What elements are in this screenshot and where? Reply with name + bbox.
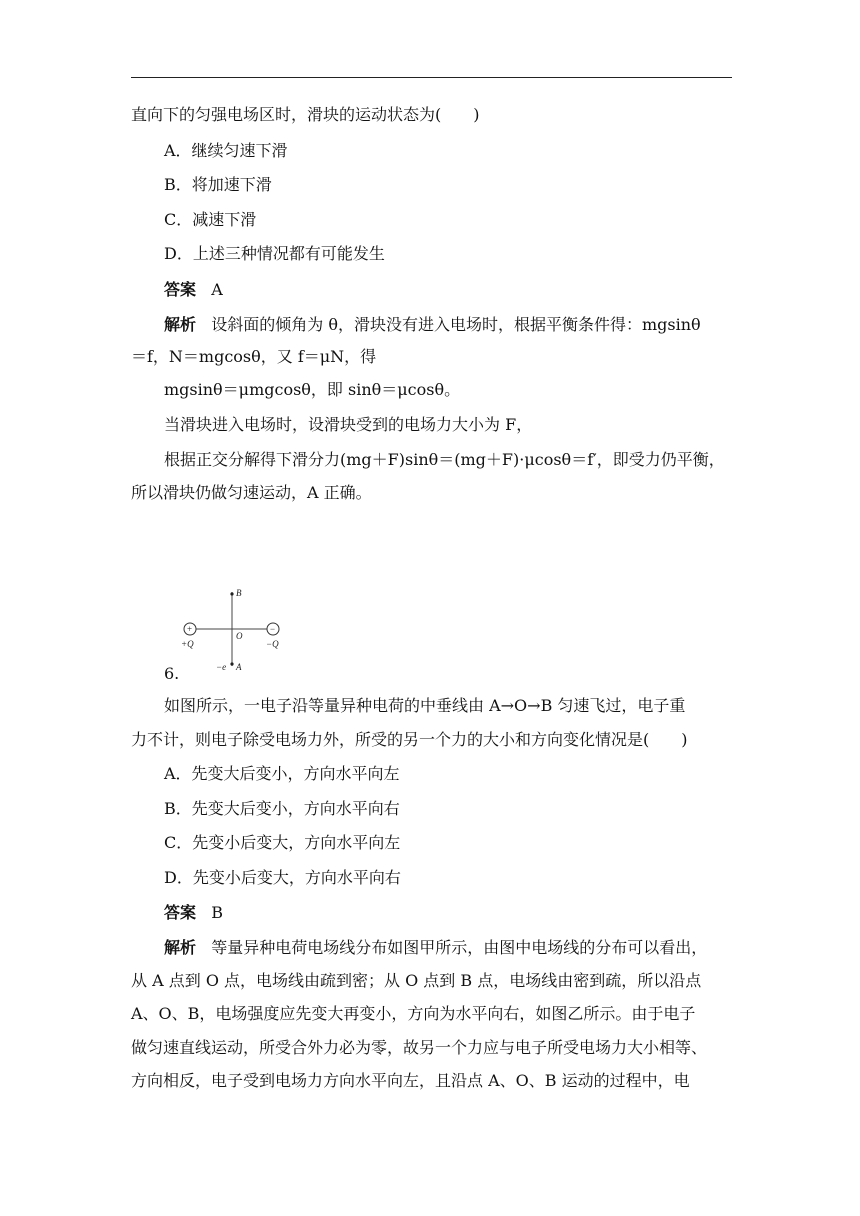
q6-option-c: C．先变小后变大，方向水平向左	[164, 833, 401, 852]
q6-number: 6.	[164, 664, 180, 683]
answer-label: 答案	[164, 280, 197, 299]
q5-option-d: D．上述三种情况都有可能发生	[164, 244, 385, 263]
label-a: A	[236, 662, 242, 672]
q5-analysis-line: ＝f，N＝mgcosθ，又 f＝μN，得	[131, 347, 377, 366]
analysis-text: 等量异种电荷电场线分布如图甲所示，由图中电场线的分布可以看出，	[211, 938, 708, 957]
point-a-dot	[230, 662, 233, 665]
label-minus-q: −Q	[266, 639, 279, 649]
q6-analysis-line: 从 A 点到 O 点，电场线由疏到密；从 O 点到 B 点，电场线由密到疏，所以沿点	[131, 971, 702, 990]
plus-sign: +	[187, 624, 193, 634]
q6-stem: 力不计，则电子除受电场力外，所受的另一个力的大小和方向变化情况是( )	[131, 730, 688, 749]
q5-option-b: B．将加速下滑	[164, 175, 272, 194]
q5-analysis-line: 所以滑块仍做匀速运动，A 正确。	[131, 483, 372, 502]
charge-diagram	[178, 584, 290, 674]
minus-sign: −	[270, 624, 276, 634]
label-electron: −e	[216, 662, 227, 672]
q5-analysis-line: mgsinθ＝μmgcosθ，即 sinθ＝μcosθ。	[164, 380, 461, 399]
q6-option-b: B．先变大后变小，方向水平向右	[164, 799, 400, 818]
q5-analysis-line	[164, 315, 701, 335]
label-plus-q: +Q	[181, 639, 194, 649]
analysis-label: 解析	[164, 938, 197, 957]
q6-analysis-line: 做匀速直线运动，所受合外力必为零，故另一个力应与电子所受电场力大小相等、	[131, 1038, 708, 1057]
analysis-label: 解析	[164, 315, 197, 334]
header-rule	[131, 77, 732, 78]
q5-stem: 直向下的匀强电场区时，滑块的运动状态为( )	[131, 105, 480, 124]
q6-option-a: A．先变大后变小，方向水平向左	[164, 764, 400, 783]
label-o: O	[236, 631, 243, 641]
q5-analysis-line: 根据正交分解得下滑分力(mg＋F)sinθ＝(mg＋F)·μcosθ＝f′，即受力仍平衡，	[164, 450, 725, 469]
point-b-dot	[230, 592, 233, 595]
answer-value: B	[211, 903, 224, 922]
q5-option-c: C．减速下滑	[164, 210, 257, 229]
q5-option-a: A．继续匀速下滑	[164, 141, 288, 160]
label-b: B	[236, 588, 242, 598]
q6-stem: 如图所示，一电子沿等量异种电荷的中垂线由 A→O→B 匀速飞过，电子重	[164, 696, 686, 715]
q6-option-d: D．先变小后变大，方向水平向右	[164, 868, 401, 887]
q5-answer	[164, 280, 223, 300]
answer-value: A	[211, 280, 223, 299]
q6-answer	[164, 903, 223, 923]
q6-analysis-line: A、O、B，电场强度应先变大再变小，方向为水平向右，如图乙所示。由于电子	[131, 1004, 696, 1023]
q6-analysis-line: 方向相反，电子受到电场力方向水平向左，且沿点 A、O、B 运动的过程中，电	[131, 1071, 690, 1090]
q5-analysis-line: 当滑块进入电场时，设滑块受到的电场力大小为 F，	[164, 415, 533, 434]
answer-label: 答案	[164, 903, 197, 922]
q6-analysis-line	[164, 938, 707, 958]
analysis-text: 设斜面的倾角为 θ，滑块没有进入电场时，根据平衡条件得：mgsinθ	[211, 315, 701, 334]
